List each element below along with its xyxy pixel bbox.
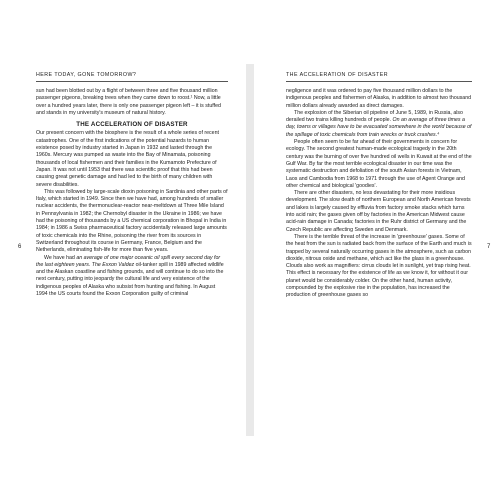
page-number: 6 <box>18 244 22 250</box>
paragraph: There is the terrible threat of the increase in 'greenhouse' gases. Some of the heat from the sun is radiated back from the surface of the Earth and much is trapped by several naturally occurring gases in the atmosphere, such as carbon dioxide, nitrous oxide and methane, which act like the glass in a greenhouse. Clouds also work as magnifiers: cirrus clouds let in sunlight, yet trap rising heat. This effect is necessary for the existence of life as we know it, for without it our planet would be considerably colder. On the other hand, human activity, compounded by the explosive rise in the population, has increased the production of greenhouse gases so <box>286 233 472 299</box>
paragraph: This was followed by large-scale dioxin poisoning in Sardinia and other parts of Italy, which started in 1949. Since then we have had, among hundreds of smaller nuclear accidents, the thermonuclear-reactor near-meltdown at Three Mile Island in Pennsylvania in 1982; the Chernobyl disaster in the Ukraine in 1986; we have had the poisoning of thousands by a US chemical corporation in Bhopal in India in 1984; in 1986 a Swiss pharmaceutical factory accidentally released large amounts of toxic chemicals into the Rhine, poisoning the river from its sources in Switzerland throughout its course in Germany, France, Belgium and the Netherlands, eliminating fish-life for more than five years. <box>36 188 228 254</box>
paragraph-text: The explosion of the Siberian oil pipeline of June 5, 1989, in Russia, also derailed two trains killing hundreds of people. <box>286 109 463 124</box>
paragraph: negligence and it was ordered to pay five thousand million dollars to the indigenous peoples and fishermen of Alaska, in addition to almost two thousand million dollars already awarded as direct damages. <box>286 88 472 109</box>
emphasis-text: On an average of three times a day, towns or villages have to be evacuated somewhere in the world because of the spillage of toxic chemicals from train wrecks or truck crashes <box>286 117 472 138</box>
section-heading: THE ACCELERATION OF DISASTER <box>76 121 188 129</box>
body-text <box>36 88 228 298</box>
paragraph-text: We have had <box>44 254 77 261</box>
header-rule <box>36 81 228 82</box>
header-rule <box>286 81 472 82</box>
paragraph <box>36 255 228 299</box>
running-header: HERE TODAY, GONE TOMORROW? <box>36 72 137 78</box>
paragraph-text: .⁴ <box>435 131 440 138</box>
paragraph: People often seem to be far ahead of their governments in concern for ecology. The second greatest human-made ecological tragedy in the 20th century was the burning of over five hundred oil wells in Kuwait at the end of the Gulf War. By far the most terrible ecological disaster in our time was the systematic destruction and defoliation of the south Asian forests in Vietnam, Laos and Cambodia from 1968 to 1971 through the use of Agent Orange and other chemical and biological 'goodies'. <box>286 139 472 189</box>
paragraph: Our present concern with the biosphere is the result of a whole series of recent catastrophes. One of the first indications of the potential hazards to human existence posed by industry started in Japan in 1932 and lasted through the 1960s. Mercury was pumped as waste into the Bay of Minamata, poisoning thousands of local fishermen and their families in the Kumamoto Prefecture of Japan. It was not until 1953 that there was scientific proof that this had been causing great genetic damage and had led to the birth of many children with severe disabilities. <box>36 130 219 188</box>
running-header: THE ACCELERATION OF DISASTER <box>286 72 388 78</box>
book-gutter <box>246 64 254 436</box>
left-page <box>0 64 246 436</box>
paragraph <box>286 110 472 139</box>
page-number: 7 <box>487 244 491 250</box>
emphasis-text: an average of one major oceanic oil spill every second day for the last eighteen years. The Exxon Valdez <box>36 254 221 268</box>
paragraph-text: oil-tanker spill in 1989 affected wildlife and the Alaskan coastline and fishing grounds, and will continue to do so into the next century, putting into jeopardy the cultural life and very existence of the indigenous peoples of Alaska who subsist from hunting and fishing. In August 1994 the US courts found the Exxon Corporation guilty of criminal <box>36 261 224 298</box>
right-page <box>254 64 500 436</box>
paragraph: sun had been blotted out by a flight of between three and five thousand million passenger pigeons, breaking trees when they came down to roost.¹ Now, a little over a hundred years later, there is only one passenger pigeon left – it is stuffed and stands in my university's museum of natural history. <box>36 88 221 116</box>
body-text <box>286 88 472 300</box>
paragraph: There are other disasters, no less devastating for their more insidious development. The slow death of northern European and North American forests and lakes is largely caused by effluvia from factory smoke stacks which turns into acid rain; the gases given off by factories in the American Midwest cause acid-rain damage in Canada; factories in the Ruhr district of Germany and the Czech Republic are affecting Sweden and Denmark. <box>286 190 471 233</box>
